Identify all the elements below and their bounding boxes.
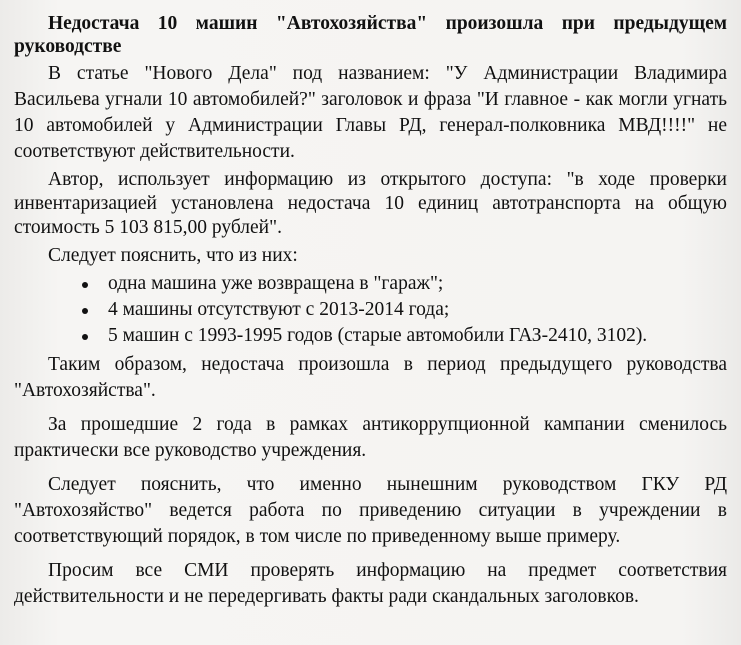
list-item-text: одна машина уже возвращена в "гараж";	[108, 273, 444, 294]
list-item	[14, 271, 727, 297]
list-item	[14, 323, 727, 349]
paragraph-conclusion: Таким образом, недостача произошла в период предыдущего руководства "Автохозяйства".	[14, 354, 727, 401]
bullet-icon	[82, 282, 88, 288]
paragraph-explanation-intro: Следует пояснить, что из них:	[48, 245, 298, 266]
paragraph-leadership-change: За прошедшие 2 года в рамках антикоррупционной кампании сменилось практически все руководство учреждения.	[14, 414, 727, 461]
document-title: Недостача 10 машин "Автохозяйства" произошла при предыдущем руководстве	[14, 13, 727, 57]
paragraph-article-claim: В статье "Нового Дела" под названием: "У Администрации Владимира Васильева угнали 10 автомобилей?" заголовок и фраза "И главное - как могли угнать 10 автомобилей у Администрации Главы РД, генерал-полковника МВД!!!!" не соответствуют действительности.	[14, 63, 727, 162]
list-item	[14, 297, 727, 323]
list-item-text: 4 машины отсутствуют с 2013-2014 года;	[108, 299, 450, 320]
paragraph-author-source: Автор, использует информацию из открытого доступа: "в ходе проверки инвентаризацией установлена недостача 10 единиц автотранспорта на общую стоимость 5 103 815,00 рублей".	[14, 169, 727, 238]
bullet-icon	[82, 334, 88, 340]
bullet-icon	[82, 308, 88, 314]
vehicle-breakdown-list	[14, 271, 727, 349]
list-item-text: 5 машин с 1993-1995 годов (старые автомобили ГАЗ-2410, 3102).	[108, 325, 648, 346]
paragraph-media-appeal: Просим все СМИ проверять информацию на предмет соответствия действительности и не передергивать факты ради скандальных заголовков.	[14, 560, 727, 607]
paragraph-current-work: Следует пояснить, что именно нынешним руководством ГКУ РД "Автохозяйство" ведется работа по приведению ситуации в учреждении в соответствующий порядок, в том числе по приведенному выше примеру.	[14, 474, 727, 547]
